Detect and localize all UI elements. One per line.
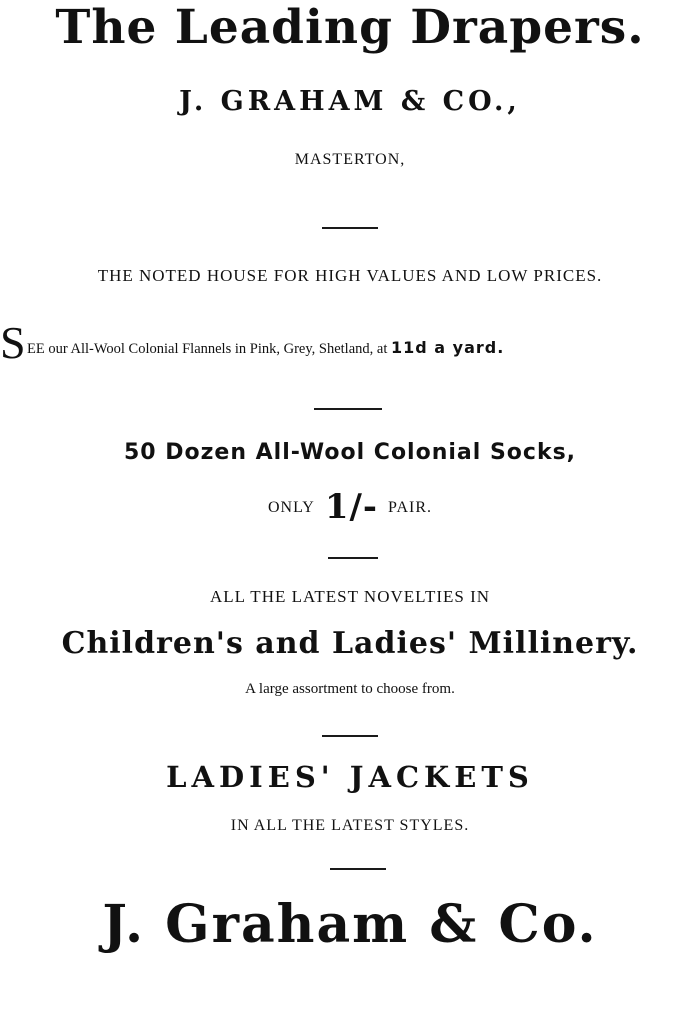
divider-rule [330,868,386,870]
assortment-line: A large assortment to choose from. [245,681,455,697]
novelties-line: ALL THE LATEST NOVELTIES IN [209,587,491,606]
socks-price-line [0,487,700,527]
town-name: MASTERTON, [294,151,406,168]
headline: The Leading Drapers. [55,0,645,55]
socks-price-prefix: ONLY [267,499,315,516]
drop-cap: S [0,317,26,368]
millinery-heading: Children's and Ladies' Millinery. [61,626,639,661]
socks-heading: 50 Dozen All-Wool Colonial Socks, [123,440,577,465]
socks-price: 1/- [324,487,379,527]
firm-name-top: J. GRAHAM & CO., [179,86,521,117]
divider-rule [328,557,378,559]
divider-rule [322,735,378,737]
styles-line: IN ALL THE LATEST STYLES. [230,817,470,834]
firm-name-bottom: J. Graham & Co. [102,894,598,955]
flannels-text: EE our All-Wool Colonial Flannels in Pink, Grey, Shetland, at [27,341,391,357]
jackets-heading: LADIES' JACKETS [166,760,534,794]
divider-rule [322,227,378,229]
socks-price-suffix: PAIR. [388,499,432,516]
flannels-price: 11d a yard. [390,338,505,357]
flannels-line [27,338,504,358]
motto-line: THE NOTED HOUSE FOR HIGH VALUES AND LOW PRICES. [97,266,603,285]
divider-rule [314,408,382,410]
